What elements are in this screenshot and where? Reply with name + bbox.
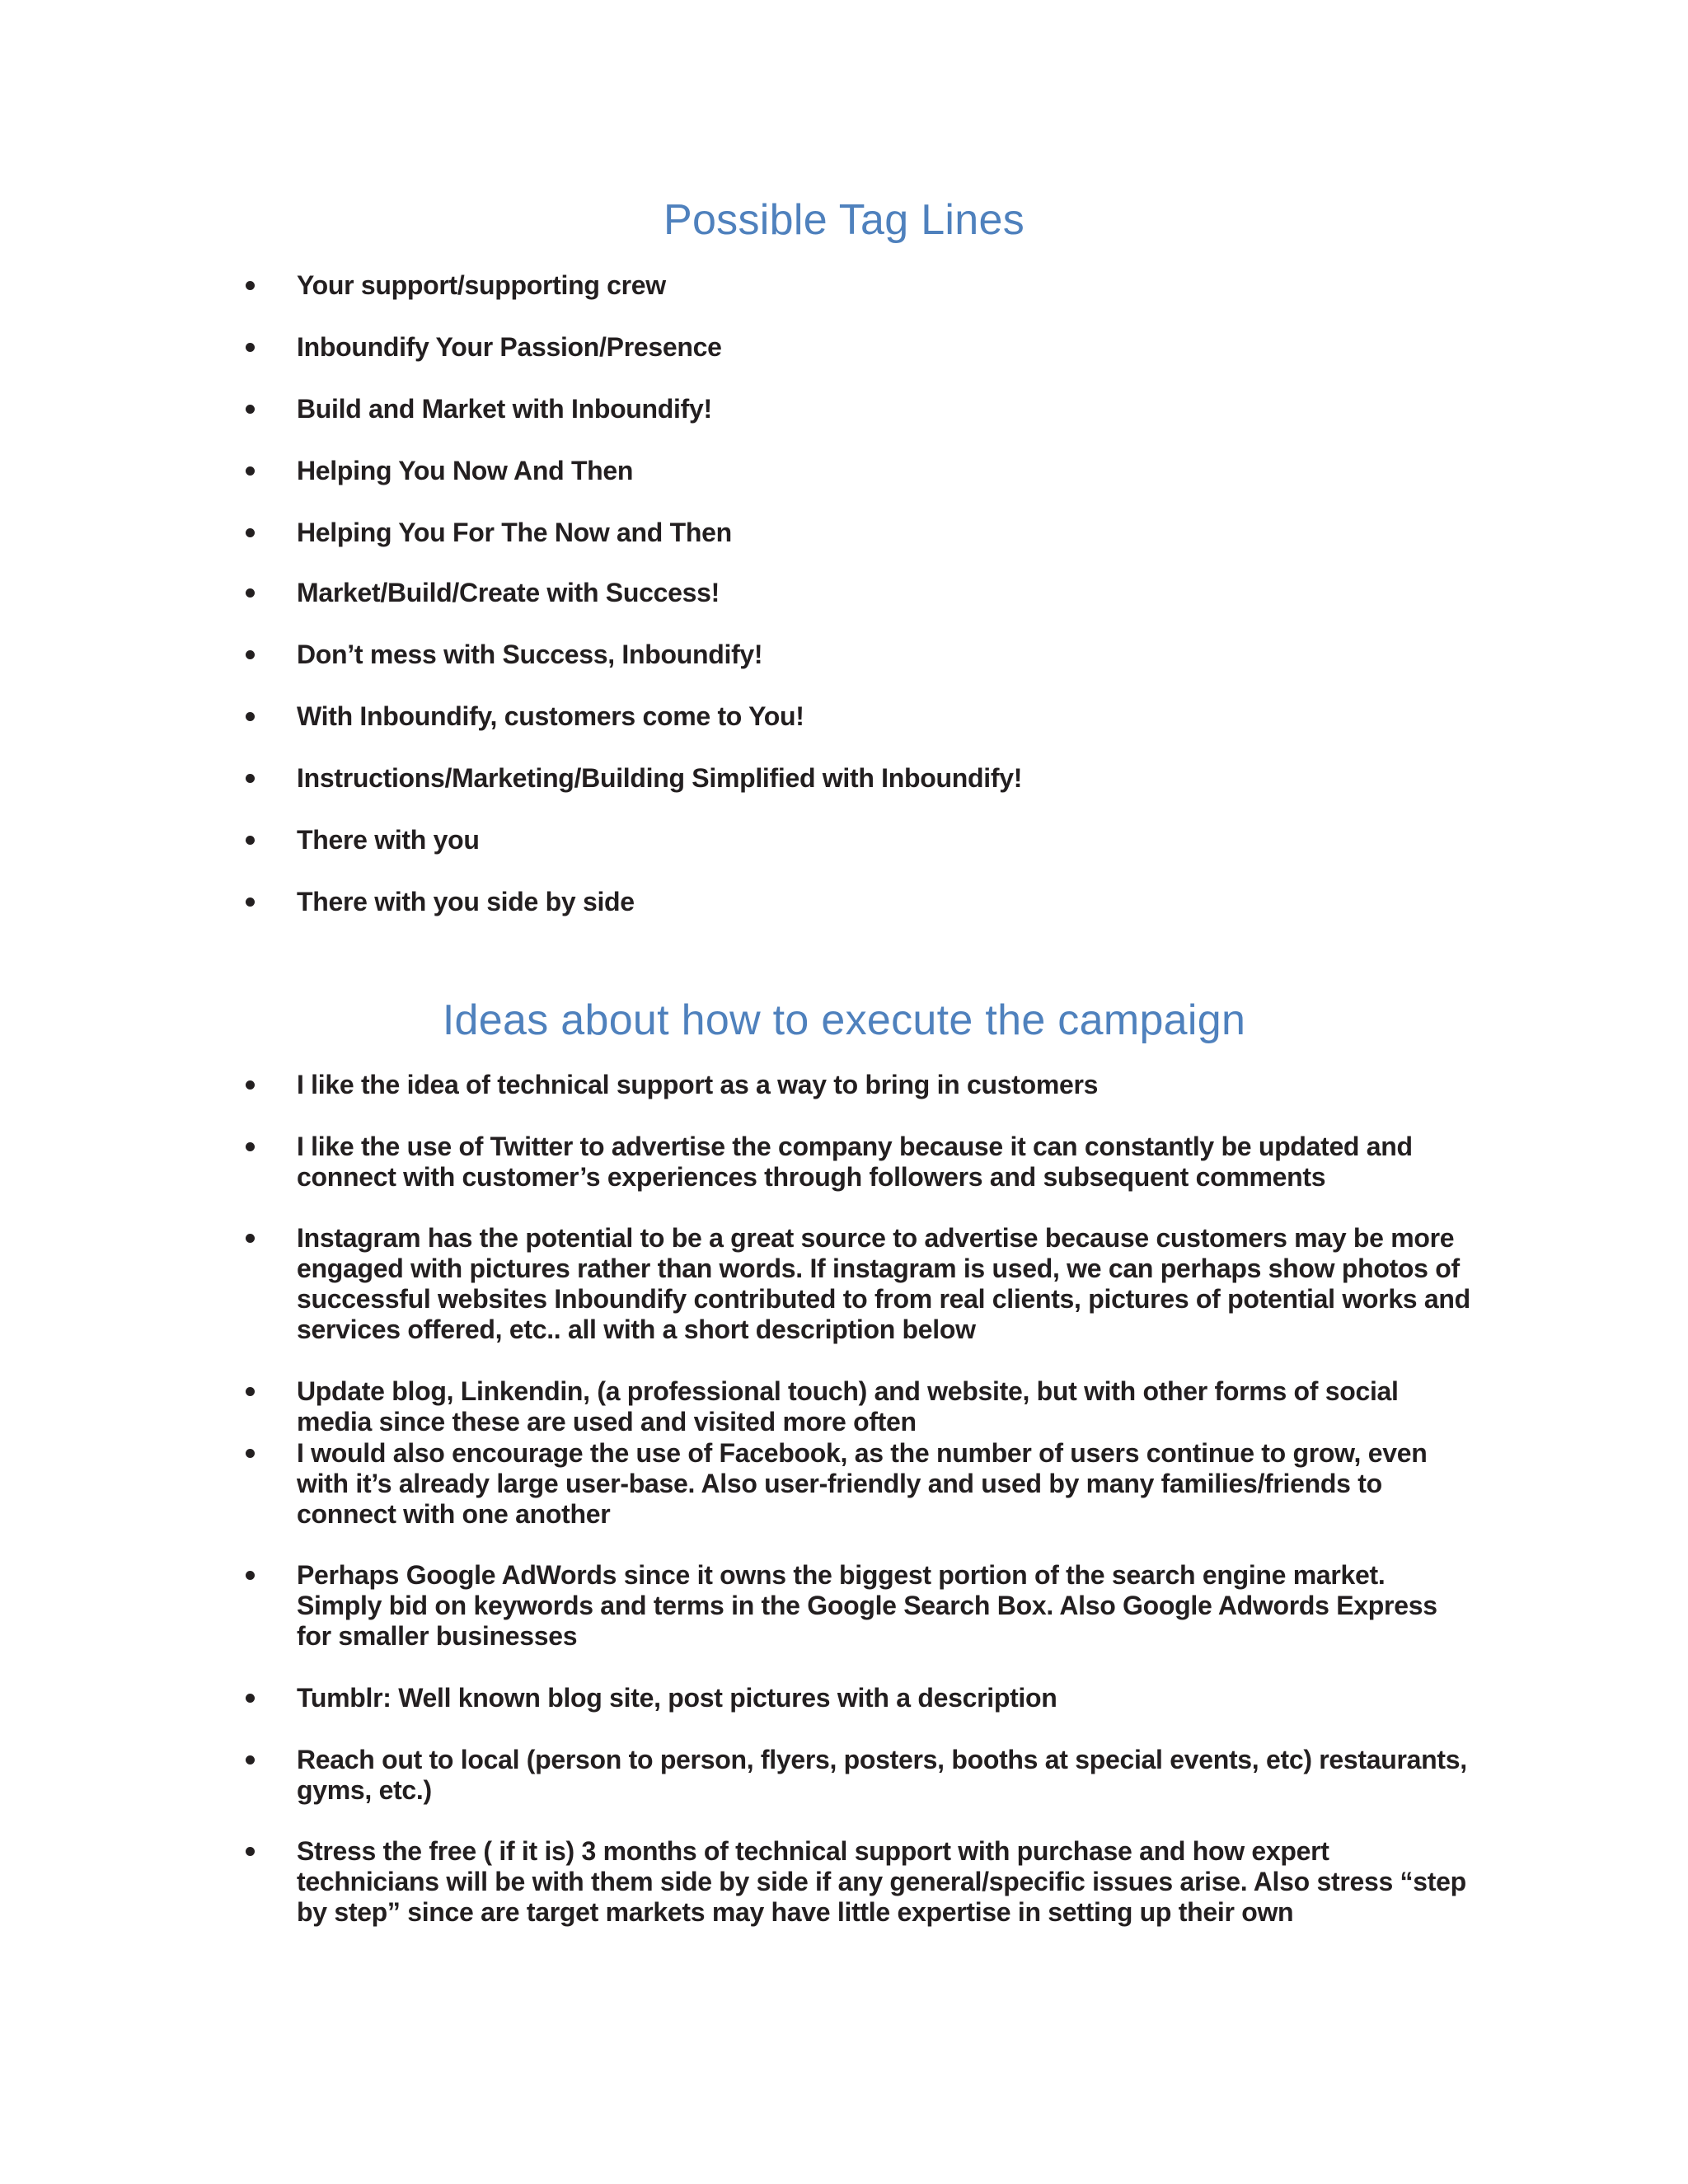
bullet-icon — [246, 774, 255, 783]
bullet-icon — [246, 1755, 255, 1765]
list-item-text: With Inboundify, customers come to You! — [297, 701, 804, 731]
heading-possible-tag-lines: Possible Tag Lines — [663, 196, 1025, 244]
bullet-icon — [246, 1234, 255, 1243]
bullet-icon — [246, 712, 255, 721]
list-item-text: Market/Build/Create with Success! — [297, 578, 720, 607]
list-item-text: Build and Market with Inboundify! — [297, 394, 712, 424]
list-item-text: Don’t mess with Success, Inboundify! — [297, 640, 763, 669]
bullet-icon — [246, 1449, 255, 1458]
bullet-icon — [246, 343, 255, 352]
bullet-icon — [246, 1142, 255, 1151]
list-item-text: Perhaps Google AdWords since it owns the biggest portion of the search engine market. Simply bid on keywords and terms in the Google Search Box. Also Google Adwords Express for smaller businesses — [297, 1560, 1437, 1651]
list-item-text: Stress the free ( if it is) 3 months of technical support with purchase and how expert technicians will be with them side by side if any general/specific issues arise. Also stress “step by step” since are target markets may have little expertise in setting up their own — [297, 1836, 1466, 1927]
bullet-icon — [246, 1571, 255, 1580]
bullet-icon — [246, 836, 255, 845]
list-item-text: I would also encourage the use of Facebook, as the number of users continue to grow, even with it’s already large user-base. Also user-friendly and used by many families/friends to connect with one another — [297, 1438, 1428, 1529]
bullet-icon — [246, 588, 255, 598]
list-item-text: Reach out to local (person to person, flyers, posters, booths at special events, etc) restaurants, gyms, etc.) — [297, 1745, 1467, 1805]
list-item-text: Helping You For The Now and Then — [297, 518, 732, 547]
bullet-icon — [246, 898, 255, 907]
heading-campaign-ideas: Ideas about how to execute the campaign — [442, 996, 1246, 1044]
bullet-icon — [246, 466, 255, 476]
bullet-icon — [246, 528, 255, 537]
bullet-icon — [246, 1847, 255, 1856]
list-item-text: Tumblr: Well known blog site, post pictures with a description — [297, 1683, 1057, 1713]
bullet-icon — [246, 281, 255, 290]
bullet-icon — [246, 1080, 255, 1090]
list-item-text: I like the use of Twitter to advertise the company because it can constantly be updated and connect with customer’s experiences through followers and subsequent comments — [297, 1132, 1413, 1192]
bullet-icon — [246, 405, 255, 414]
list-item-text: There with you — [297, 825, 480, 855]
list-item-text: Helping You Now And Then — [297, 456, 634, 485]
bullet-icon — [246, 1387, 255, 1396]
list-item-text: Instagram has the potential to be a great source to advertise because customers may be more engaged with pictures rather than words. If instagram is used, we can perhaps show photos of successful websites Inboundify contributed to from real clients, pictures of potential works and services offered, etc.. all with a short description below — [297, 1223, 1470, 1344]
list-item-text: Your support/supporting crew — [297, 270, 666, 300]
list-item-text: Instructions/Marketing/Building Simplified with Inboundify! — [297, 763, 1023, 793]
bullet-icon — [246, 1694, 255, 1703]
list-item-text: Inboundify Your Passion/Presence — [297, 332, 722, 362]
list-item-text: Update blog, Linkendin, (a professional touch) and website, but with other forms of social media since these are used and visited more often — [297, 1376, 1399, 1436]
bullet-icon — [246, 650, 255, 659]
list-item-text: There with you side by side — [297, 887, 635, 916]
list-item-text: I like the idea of technical support as a way to bring in customers — [297, 1070, 1099, 1099]
